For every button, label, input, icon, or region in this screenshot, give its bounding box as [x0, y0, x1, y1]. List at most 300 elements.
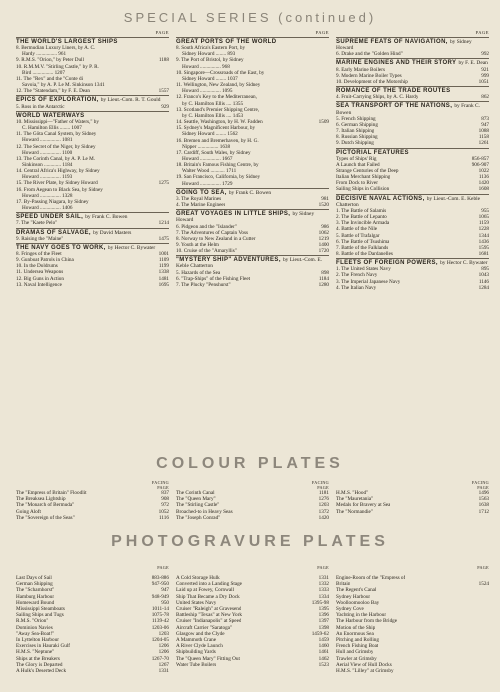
page-number: 1261 — [478, 140, 489, 147]
article-title: 16. Bremen and Bremerhaven, by H. G. — [176, 137, 259, 144]
page-number — [327, 162, 329, 168]
plate-title: H.M.S. "Hood" — [336, 490, 369, 496]
article-title: 8. Fringes of the Fleet — [16, 251, 62, 257]
article-title: 3. The Imperial Japanese Navy — [336, 278, 401, 285]
article-title: A Launch that Failed — [336, 161, 380, 168]
plate-title: Engine-Room of the "Empress of — [336, 575, 406, 581]
article-title: 16. From Aegean to Black Sea, by Sidney — [16, 186, 103, 193]
page-number — [167, 131, 169, 137]
colour-col-1 — [16, 481, 169, 521]
page-number — [167, 187, 169, 193]
page-number: 1228 — [478, 226, 489, 233]
article-title: Italian Merchant Shipping — [336, 174, 391, 181]
article-continuation: Howard ................ 1081 — [22, 137, 73, 144]
photo-col-2 — [176, 566, 329, 668]
facing-page-header: PAGE — [317, 565, 329, 570]
plate-title: Hamburg Harbour — [16, 593, 55, 600]
plate-title: Medals for Bravery at Sea — [336, 502, 391, 509]
page-number: 1344 — [478, 232, 489, 239]
page-number: 1204-05 — [151, 637, 169, 644]
page-number — [487, 668, 489, 674]
article-title: 17. By-Passing Niagara, by Sidney — [16, 198, 89, 205]
page-number: 1062 — [318, 229, 329, 236]
page-number: 1509 — [318, 119, 329, 126]
plate-title: Sailing Ships and Tugs — [16, 612, 64, 619]
article-title: 6. Drake and the "Golden Hind" — [336, 51, 403, 58]
section-author: by Sidney Howard — [176, 211, 315, 224]
article-continuation: Howard ................ 1667 — [182, 155, 233, 162]
page-number: 1267 — [158, 661, 169, 668]
section-heading — [16, 212, 169, 220]
facing-page-header: PAGE — [157, 565, 169, 570]
plate-title: The "Stirling Castle" — [176, 502, 220, 509]
special-series-section — [16, 30, 492, 438]
plate-title: Mississippi Steamboats — [16, 606, 65, 613]
page-number: 1396 — [318, 612, 329, 619]
page-number: 837 — [161, 490, 169, 496]
page-number: 972 — [161, 502, 169, 509]
plate-title: Last Days of Sail — [16, 575, 52, 581]
article-title: 19. San Francisco, California, by Sidney — [176, 174, 261, 181]
plate-title: Cruiser "Indianapolis" at Speed — [176, 618, 242, 625]
section-title: SEA TRANSPORT OF THE NATIONS, — [336, 103, 453, 110]
page-number: 1158 — [478, 134, 489, 141]
plate-title: The "Sovereign of the Seas" — [16, 514, 75, 521]
article-entry — [16, 220, 169, 226]
article-title: 14. Central Africa's Highway, by Sidney — [16, 168, 100, 175]
page-number: 1338 — [158, 269, 169, 276]
section-author: by Frank C. Bowen — [336, 103, 480, 116]
section-heading — [336, 148, 489, 156]
plate-title: Battleship "Texas" at New York — [176, 612, 242, 619]
article-title: 13. Naval Intelligence — [16, 281, 62, 288]
plate-title: A Mammoth Crane — [176, 637, 217, 644]
article-title: 9. R.M.S. "Orion," by Peter Dull — [16, 57, 84, 64]
section-title: FLEETS OF FOREIGN POWERS, — [336, 260, 439, 267]
plate-entry — [336, 509, 489, 515]
article-title: 3. The Invincible Armada — [336, 220, 390, 227]
article-title: 11. The "Rex" and the "Conte di — [16, 75, 84, 82]
page-number: 955 — [481, 207, 489, 214]
section-author: by Hector C. Bywater — [107, 244, 156, 251]
colour-plates-title: COLOUR PLATES — [156, 455, 344, 472]
page-number: 1011-14 — [151, 606, 169, 613]
article-title: 8. Russian Shipping — [336, 134, 378, 141]
section-author: by Lieut.-Com. E. Keble Chatterton — [176, 257, 323, 270]
page-number: 1116 — [159, 514, 169, 521]
plate-entry — [176, 515, 329, 521]
plate-title: Sydney Harbour — [336, 593, 371, 600]
page-number: 1109 — [158, 257, 169, 264]
plate-title: The "Queen Mary" Fitting Out — [176, 655, 240, 662]
article-entry — [16, 236, 169, 242]
page-number — [327, 57, 329, 63]
plate-title: The Breaksea Lightship — [16, 496, 66, 503]
page-number: 1712 — [478, 508, 489, 515]
page-number: 1460 — [318, 643, 329, 650]
section-title: THE WORLD'S LARGEST SHIPS — [16, 39, 118, 45]
section-heading — [336, 86, 489, 94]
page-number: 1681 — [478, 251, 489, 257]
article-title: 10. R.M.M.V. "Stirling Castle," by P. R. — [16, 63, 99, 70]
page-number: 1331 — [158, 668, 169, 675]
section-heading — [16, 111, 169, 119]
article-title: 5. French Shipping — [336, 115, 376, 122]
section-title: GREAT PORTS OF THE WORLD — [176, 39, 277, 45]
article-title: 10. In the Doldrums — [16, 263, 58, 270]
plate-title: Woolloomooloo Bay — [336, 599, 380, 606]
page-number: 929 — [161, 103, 169, 110]
plate-entry — [16, 668, 169, 674]
section-title: DECISIVE NAVAL ACTIONS, — [336, 195, 425, 202]
section-heading — [336, 101, 489, 115]
plate-entry — [16, 515, 169, 521]
plate-title: The Glory is Departed — [16, 661, 63, 668]
plate-title: H.M.S. "Neptune" — [16, 649, 55, 656]
article-title: 11. The Göta Canal System, by Sidney — [16, 131, 97, 138]
plate-title: The "Empress of Britain" Floodlit — [16, 490, 87, 496]
article-entry — [16, 104, 169, 110]
page-number: 950 — [161, 599, 169, 606]
article-title: 7. Italian Shipping — [336, 128, 375, 135]
page-number: 1043 — [478, 272, 489, 279]
page-number: 1001 — [158, 251, 169, 257]
article-title: 4. Battle of the Nile — [336, 226, 378, 233]
section-heading — [16, 228, 169, 236]
page-number — [327, 125, 329, 131]
section-title: MARINE ENGINES AND THEIR STORY — [336, 60, 457, 67]
article-title: 3. The Royal Marines — [176, 195, 222, 202]
section-title: GOING TO SEA, — [176, 189, 227, 196]
article-title: From Dock to River — [336, 180, 378, 187]
page-number: 1219 — [318, 235, 329, 242]
page-number: 999 — [481, 72, 489, 79]
page-number: 1395-98 — [311, 599, 329, 606]
article-title: Sailing Ships in Collision — [336, 186, 390, 193]
article-entry — [336, 51, 489, 57]
article-title: 7. The Plucky "Penshurst" — [176, 281, 231, 288]
plate-title: R.M.S. "Orion" — [16, 618, 49, 625]
page-number — [327, 82, 329, 88]
article-continuation: Howard ................ 1095 — [182, 88, 233, 95]
plate-title: Yachting in the Harbour — [336, 612, 387, 619]
plate-title: United States Navy — [176, 599, 217, 606]
page-number: 1203 — [318, 502, 329, 509]
article-title: 13. Scotland's Premier Shipping Centre, — [176, 106, 260, 113]
page-number — [327, 94, 329, 100]
page-number: 873 — [481, 115, 489, 122]
page-number: 1022 — [478, 167, 489, 174]
page-number: 1563 — [478, 496, 489, 503]
article-title: 9. Modern Marine Boiler Types — [336, 72, 402, 79]
page-number: 1181 — [318, 490, 329, 496]
section-title: SUPREME FEATS OF NAVIGATION, — [336, 39, 448, 45]
page-number: 1420 — [318, 514, 329, 521]
photogravure-plates-title: PHOTOGRAVURE PLATES — [111, 533, 389, 550]
article-title: 6. The Battle of Tsushima — [336, 238, 390, 245]
article-title: 4. The Marine Engineer — [176, 202, 226, 209]
plate-title: The "Normandie" — [336, 508, 373, 515]
article-title: 8. South Africa's Eastern Port, by — [176, 45, 246, 52]
section-author: by Hector C. Bywater — [440, 260, 488, 267]
article-entry — [336, 79, 489, 85]
plate-title: Converted into a Landing Stage — [176, 581, 242, 588]
article-entry — [176, 202, 329, 208]
plate-title: Going Aloft — [16, 508, 41, 515]
page-number: 1372 — [318, 508, 329, 515]
article-title: 10. Cruise of the "Amaryllis" — [176, 248, 237, 255]
page-number — [167, 119, 169, 125]
photogravure-plates-section — [16, 566, 492, 692]
page-number — [327, 150, 329, 156]
page-number: 1436 — [478, 238, 489, 245]
special-col-1 — [16, 30, 169, 288]
page-number: 1523 — [318, 661, 329, 668]
plate-title: Aerial View of Hull Docks — [336, 661, 392, 668]
plate-title: The "Scharnhorst" — [16, 587, 55, 594]
page-number: 1524 — [478, 581, 489, 588]
section-title: EPICS OF EXPLORATION, — [16, 97, 99, 104]
special-col-3 — [336, 30, 489, 291]
article-title: Strange Centuries of the Deep — [336, 167, 399, 174]
page-number: 1481 — [158, 275, 169, 282]
section-title: SPEED UNDER SAIL, — [16, 214, 84, 221]
page-number: 1461 — [318, 649, 329, 656]
section-heading — [336, 194, 489, 208]
article-title: 9. Gunboat Patrols in China — [16, 257, 74, 264]
page-number: 1276 — [318, 496, 329, 503]
article-continuation: C. Hamilton Ellis ........ 1007 — [22, 125, 82, 132]
article-title: 4. Fruit-Carrying Ships, by A. C. Hardy — [336, 94, 419, 101]
page-number: 947 — [161, 587, 169, 594]
article-entry — [16, 88, 169, 94]
page-column-header: PAGE — [315, 30, 329, 35]
page-number: 981 — [321, 195, 329, 202]
article-title: 6. "Trap-Ships" of the Fishing Fleet — [176, 275, 251, 282]
plate-title: An Enormous Sea — [336, 630, 374, 637]
section-heading — [176, 255, 329, 269]
section-author: by David Masters — [93, 229, 132, 236]
article-title: 4. The Italian Navy — [336, 284, 377, 291]
page-number — [327, 107, 329, 113]
page-number: 1332 — [318, 581, 329, 588]
page-number: 883-886 — [151, 575, 169, 581]
section-title: WORLD WATERWAYS — [16, 112, 85, 119]
page-column-header: PAGE — [475, 30, 489, 35]
page-number — [167, 199, 169, 205]
page-number: 1065 — [478, 214, 489, 221]
plate-title: A Cold Storage Hulk — [176, 575, 220, 581]
page-number: 1088 — [478, 128, 489, 135]
page-number: 895 — [481, 266, 489, 273]
article-entry — [336, 251, 489, 257]
plate-title: Glasgow and the Clyde — [176, 630, 225, 637]
section-title: "MYSTERY SHIP" ADVENTURES, — [176, 257, 281, 264]
page-number: 1139-42 — [151, 618, 169, 625]
section-author: by Sidney Howard — [336, 39, 472, 52]
article-continuation: by C. Hamilton Ellis .... 1355 — [182, 100, 244, 107]
page-number: 1199 — [158, 263, 169, 270]
page-number — [327, 138, 329, 144]
page-number: 1459 — [318, 637, 329, 644]
article-continuation: by C. Hamilton Ellis .... 1453 — [182, 112, 244, 119]
plate-title: Pitching and Rolling — [336, 637, 379, 644]
article-entry — [176, 282, 329, 288]
section-heading — [336, 58, 489, 66]
plate-title: Trawler at Grimsby — [336, 655, 377, 662]
section-heading — [16, 243, 169, 251]
article-continuation: Walter Wood ........... 1711 — [182, 168, 237, 175]
section-heading — [336, 258, 489, 266]
section-heading — [16, 37, 169, 45]
page-number: 1184 — [318, 275, 329, 282]
article-title: 1. The United States Navy — [336, 266, 391, 273]
article-title: 13. The Corinth Canal, by A. P. Le M. — [16, 155, 96, 162]
article-continuation: Savoia," by A. P. Le M. Sinkinson 1341 — [22, 82, 105, 89]
page-number: 1475 — [158, 235, 169, 242]
article-title: 7. The "Kaete Pelo" — [16, 220, 58, 227]
page-number: 1280 — [318, 281, 329, 288]
page-number: 856-857 — [471, 155, 489, 162]
article-entry — [16, 282, 169, 288]
article-continuation: Sinkinson ............. 1184 — [22, 161, 73, 168]
article-title: 11. Undersea Weapons — [16, 269, 64, 276]
article-entry — [176, 248, 329, 254]
page-number: 947 — [481, 121, 489, 128]
article-title: 2. The Battle of Lepanto — [336, 214, 387, 221]
page-number: 1400 — [318, 242, 329, 248]
page-title: SPECIAL SERIES (continued) — [123, 10, 377, 25]
plate-title: Shipbuilding Yards — [176, 649, 216, 656]
page-number: 1051 — [478, 78, 489, 85]
page-number: 908 — [161, 496, 169, 503]
page-number: 921 — [481, 66, 489, 73]
page-number: 1608 — [478, 186, 489, 193]
article-continuation: Howard ................ 1193 — [22, 174, 73, 181]
page-number: 898 — [321, 269, 329, 276]
page-number: 992 — [481, 51, 489, 58]
article-title: 10. Singapore—Crossroads of the East, by — [176, 69, 265, 76]
page-number: 906-907 — [471, 161, 489, 168]
colour-plates-section — [16, 481, 492, 523]
page-number: 1214 — [158, 220, 169, 227]
section-heading — [336, 37, 489, 51]
article-continuation: Bird ................ 1207 — [22, 69, 65, 76]
plate-title: Sydney Cove — [336, 606, 364, 613]
page-number — [167, 144, 169, 150]
article-continuation: Howard ................ 1328 — [22, 192, 73, 199]
article-continuation: Nipper ................ 1638 — [182, 143, 231, 150]
article-title: 8. Norway to New Zealand in a Cutter — [176, 235, 256, 242]
plate-title: A River Clyde Launch — [176, 643, 223, 650]
colour-col-3 — [336, 481, 489, 515]
plate-title: Hull and Grimsby — [336, 649, 374, 656]
section-author: by Lieut.-Com. R. T. Gould — [100, 97, 161, 104]
section-heading — [176, 188, 329, 196]
article-title: 7. The Adventures of Captain Voss — [176, 229, 249, 236]
article-continuation: Sidney Howard ........ 1562 — [182, 131, 238, 138]
article-title: 8. Bermudian Luxury Liners, by A. C. — [16, 45, 96, 52]
special-col-2 — [176, 30, 329, 288]
section-title: PICTORIAL FEATURES — [336, 149, 409, 156]
page-number — [167, 64, 169, 70]
section-title: THE NAVY GOES TO WORK, — [16, 244, 106, 251]
article-title: 14. Seattle, Washington, by H. W. Fadden — [176, 119, 263, 126]
page-number: 1275 — [158, 180, 169, 187]
page-number — [327, 70, 329, 76]
page-number: 1206 — [158, 643, 169, 650]
page-number — [167, 168, 169, 174]
page-number: 1334 — [318, 593, 329, 600]
article-title: 6. German Shipping — [336, 121, 378, 128]
plate-title: H.M.S. "Lilley" at Grimsby — [336, 668, 394, 675]
article-title: 9. The Port of Bristol, by Sidney — [176, 57, 244, 64]
article-title: 9. Dutch Shipping — [336, 140, 374, 147]
plate-title: A Hulk's Deserted Deck — [16, 668, 67, 675]
page-number: 1395 — [318, 606, 329, 613]
page-number: 948-949 — [151, 593, 169, 600]
article-title: 12. Franco's Key to the Mediterranean, — [176, 94, 257, 101]
plate-title: German Shipping — [16, 581, 53, 588]
plate-title: Aircraft Carrier "Saratoga" — [176, 624, 233, 631]
article-title: 12. The "Statendam," by F. E. Dean — [16, 88, 91, 95]
page-number: 1459-62 — [311, 630, 329, 637]
article-entry — [336, 186, 489, 192]
page-number: 1720 — [318, 248, 329, 255]
page-number: 1595 — [478, 244, 489, 251]
page-number: 1397 — [318, 618, 329, 625]
article-title: 5. Battle of Trafalgar — [336, 232, 380, 239]
plate-title: The Corinth Canal — [176, 490, 215, 496]
article-title: 8. Early Marine Boilers — [336, 66, 385, 73]
page-number: 1159 — [478, 220, 489, 227]
article-entry — [336, 140, 489, 146]
page-number: 1146 — [478, 278, 489, 285]
page-number: 1188 — [158, 57, 169, 64]
article-title: 9. Youth at the Helm — [176, 242, 219, 248]
plate-title: The "Queen Mary" — [176, 496, 216, 503]
article-title: Types of Ships' Rig — [336, 155, 377, 162]
page-number: 862 — [481, 94, 489, 101]
plate-title: French Fishing Boat — [336, 643, 379, 650]
plate-title: Exercises in Hauraki Gulf — [16, 643, 71, 650]
section-author: by F. E. Dean — [458, 60, 488, 67]
article-title: 1. The Battle of Salamis — [336, 207, 387, 214]
plate-entry — [336, 668, 489, 674]
article-title: 12. Big Guns in Action — [16, 275, 64, 282]
plate-title: The Regent's Canal — [336, 587, 377, 594]
plate-title: Dominion Navies — [16, 624, 53, 631]
section-heading — [176, 37, 329, 45]
page-number: 986 — [321, 223, 329, 230]
article-title: 11. Wellington, New Zealand, by Sidney — [176, 82, 261, 89]
page-number: 1331 — [318, 575, 329, 581]
article-title: 15. The River Plate, by Sidney Howard — [16, 180, 98, 187]
page-number: 1052 — [158, 508, 169, 515]
page-number: 1398 — [318, 624, 329, 631]
page-number — [327, 45, 329, 51]
plate-title: Britain — [336, 581, 351, 588]
article-continuation: Howard ................ 968 — [182, 63, 230, 70]
article-title: 9. Raising the "Maine" — [16, 235, 64, 242]
page-number: 1496 — [478, 490, 489, 496]
plate-title: Laid up at Fowey, Cornwall — [176, 587, 235, 594]
article-continuation: Howard ................ 1406 — [22, 205, 73, 212]
article-entry — [336, 285, 489, 291]
page-number: 1638 — [478, 502, 489, 509]
page-number — [327, 174, 329, 180]
facing-page-header: FACING PAGE — [311, 480, 329, 490]
